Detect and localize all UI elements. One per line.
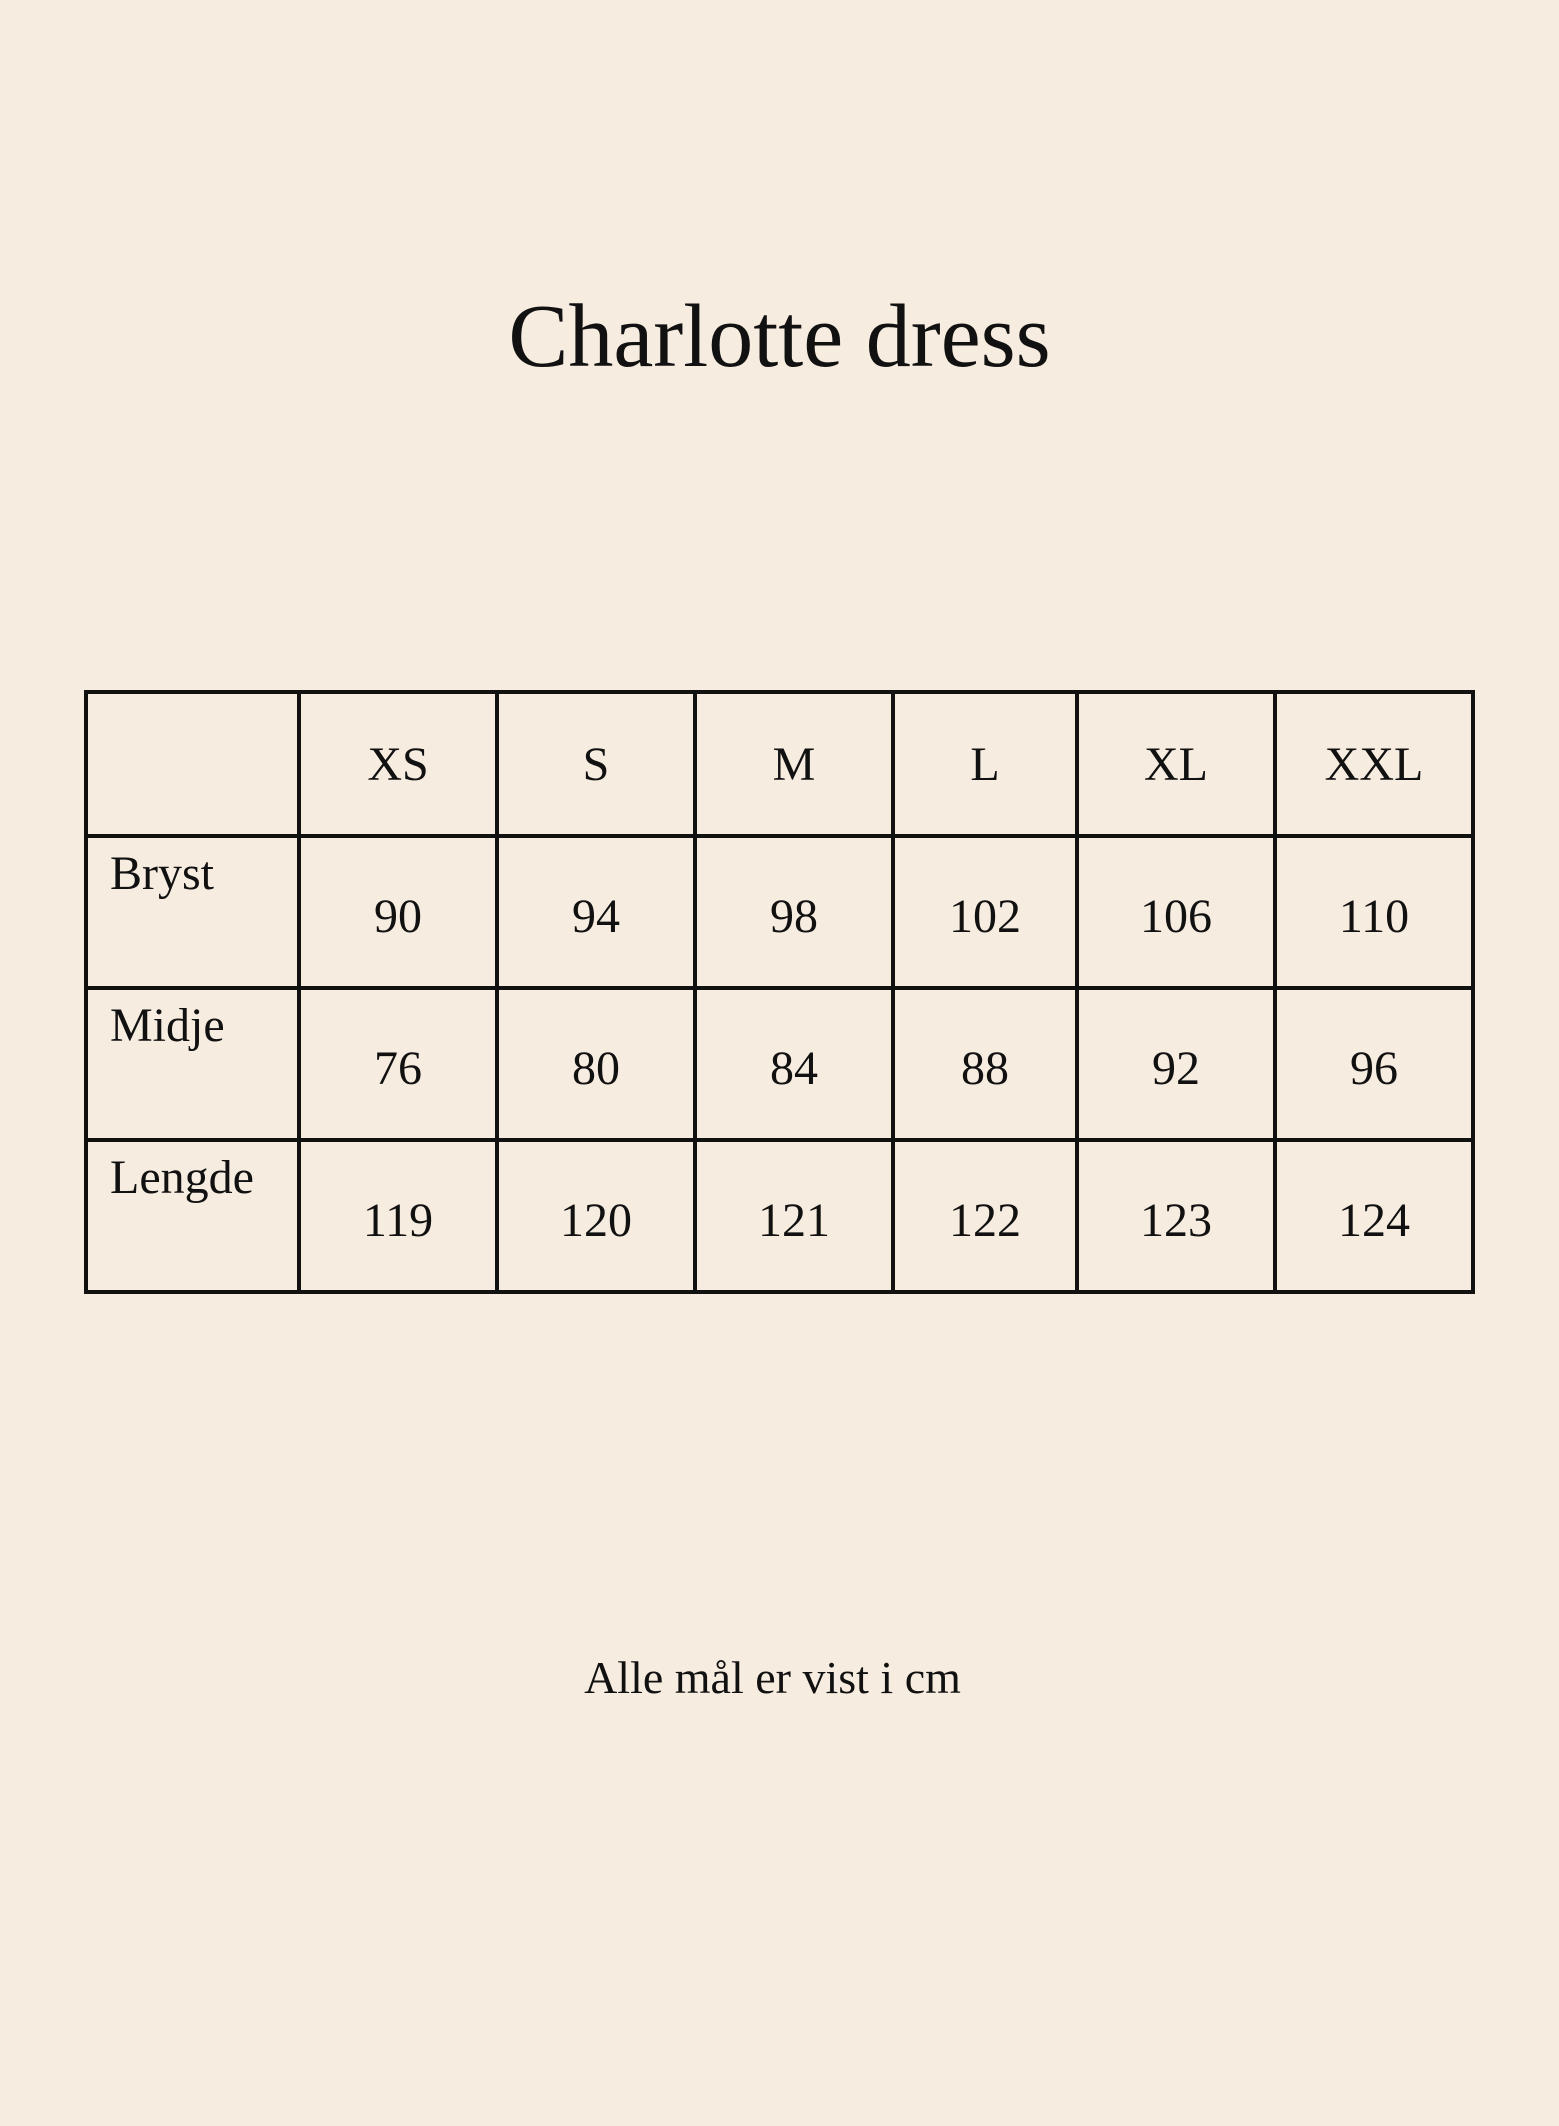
table-cell: 98 <box>695 836 893 988</box>
table-row <box>86 836 1473 988</box>
table-cell: 84 <box>695 988 893 1140</box>
size-header-xs: XS <box>299 692 497 836</box>
row-label-bryst: Bryst <box>86 836 299 988</box>
size-header-s: S <box>497 692 695 836</box>
table-cell: 124 <box>1275 1140 1473 1292</box>
table-cell: 121 <box>695 1140 893 1292</box>
table-row <box>86 988 1473 1140</box>
table-cell: 90 <box>299 836 497 988</box>
table-cell: 96 <box>1275 988 1473 1140</box>
size-chart-table <box>84 690 1475 1294</box>
row-label-lengde: Lengde <box>86 1140 299 1292</box>
table-header-row <box>86 692 1473 836</box>
size-header-m: M <box>695 692 893 836</box>
size-header-xl: XL <box>1077 692 1275 836</box>
table-cell: 94 <box>497 836 695 988</box>
page-title: Charlotte dress <box>508 287 1051 386</box>
table-cell: 123 <box>1077 1140 1275 1292</box>
table-cell: 102 <box>893 836 1077 988</box>
table-cell: 122 <box>893 1140 1077 1292</box>
table-cell: 119 <box>299 1140 497 1292</box>
table-cell: 88 <box>893 988 1077 1140</box>
table-cell: 106 <box>1077 836 1275 988</box>
size-header-l: L <box>893 692 1077 836</box>
table-row <box>86 1140 1473 1292</box>
table-cell: 80 <box>497 988 695 1140</box>
units-footnote: Alle mål er vist i cm <box>584 1652 961 1703</box>
table-cell: 110 <box>1275 836 1473 988</box>
table-corner-cell <box>86 692 299 836</box>
table-cell: 92 <box>1077 988 1275 1140</box>
size-header-xxl: XXL <box>1275 692 1473 836</box>
table-cell: 76 <box>299 988 497 1140</box>
row-label-midje: Midje <box>86 988 299 1140</box>
table-cell: 120 <box>497 1140 695 1292</box>
